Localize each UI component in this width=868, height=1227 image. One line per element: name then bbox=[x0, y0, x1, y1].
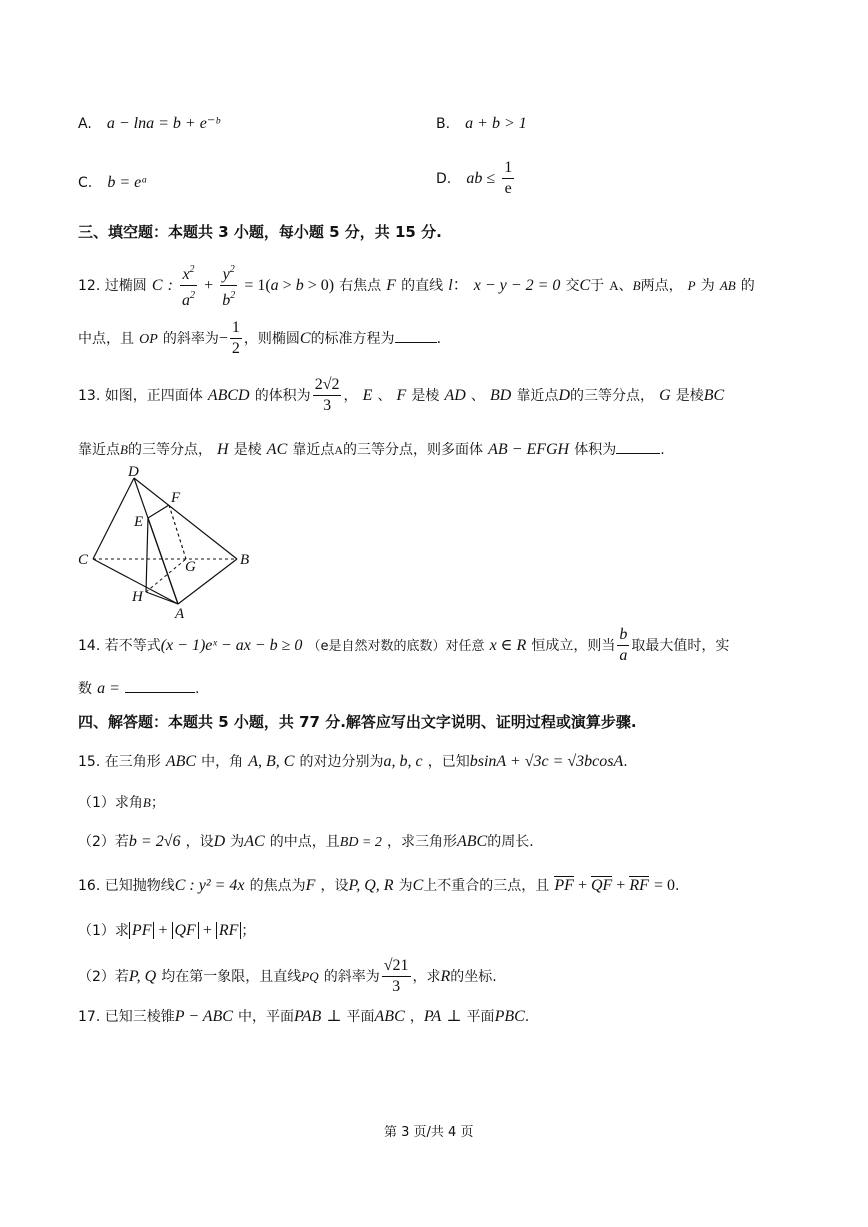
q12-l2a: 中点，且 bbox=[78, 331, 134, 347]
question-12-line2 bbox=[78, 318, 441, 359]
option-d-den: e bbox=[504, 180, 512, 197]
label-a: A bbox=[175, 606, 185, 622]
q14-t2: 取最大值时，实 bbox=[631, 638, 730, 654]
option-c bbox=[78, 172, 148, 192]
q14-num: 14. 若不等式 bbox=[78, 638, 161, 654]
option-d-num: 1 bbox=[502, 158, 514, 179]
question-16-part1: （1）求 PF + QF + RF ； bbox=[78, 922, 256, 939]
q13-BD: BD bbox=[490, 387, 512, 404]
q15-p2: （2）若 bbox=[78, 834, 129, 850]
q15-p2-BD: BD = 2 bbox=[339, 835, 382, 850]
q13-t2: ， bbox=[343, 388, 358, 404]
q17-t4: 平面 bbox=[466, 1009, 495, 1025]
q17-t1: 中，平面 bbox=[238, 1009, 295, 1025]
q12-P: P bbox=[687, 278, 696, 293]
q15-p2-ABC: ABC bbox=[457, 833, 488, 850]
question-13-line2 bbox=[78, 439, 665, 459]
edge-fe bbox=[148, 505, 169, 518]
q13-sep: 、 bbox=[377, 388, 392, 404]
q12-t5: 两点， bbox=[640, 278, 683, 294]
q17-num: 17. 已知三棱锥 bbox=[78, 1009, 175, 1025]
q12-c2: C bbox=[579, 277, 591, 294]
q16-vec-QF: QF bbox=[590, 877, 613, 894]
question-12-line1: 12. 过椭圆 C : $\frac{x^2}{a^2}$ + $\frac{y^2}{b^2}$ = 1(a > b > 0) 右焦点 F 的直线 l： x − y − 2 = 0 交C于 A、B两点， P 为 AB 的 bbox=[78, 260, 755, 311]
q12-t2: 的直线 bbox=[401, 278, 444, 294]
question-14-line1 bbox=[78, 625, 729, 666]
option-a bbox=[78, 113, 220, 133]
q17-t2: 平面 bbox=[346, 1009, 375, 1025]
q15-eq: bsinA + √3c = √3bcosA bbox=[469, 753, 624, 770]
q16-vec-RF: RF bbox=[629, 877, 649, 894]
q16-abs-QF: QF bbox=[172, 922, 199, 939]
option-b-label: B. bbox=[436, 116, 451, 132]
q12-c3: C bbox=[299, 330, 311, 347]
q12-line-eq: x − y − 2 = 0 bbox=[473, 277, 561, 294]
q15-t1: 中，角 bbox=[201, 754, 244, 770]
q16-end: . bbox=[675, 878, 680, 894]
q13-end: . bbox=[660, 442, 665, 458]
q17-PA: PA bbox=[423, 1008, 442, 1025]
q16-C: C bbox=[412, 877, 424, 894]
q13-l2d: 靠近点 bbox=[292, 442, 335, 458]
q15-p2-t1: ，设 bbox=[185, 834, 214, 850]
q12-num: 12. 过椭圆 bbox=[78, 278, 147, 294]
q12-l2c: ，则椭圆 bbox=[243, 331, 300, 347]
section-4-title: 四、解答题：本题共 5 小题，共 77 分.解答应写出文字说明、证明过程或演算步骤. bbox=[78, 713, 637, 731]
label-f: F bbox=[171, 490, 181, 506]
q15-p2-t4: ，求三角形 bbox=[387, 834, 457, 850]
q15-p2-t5: 的周长. bbox=[487, 834, 534, 850]
q13-AC: AC bbox=[266, 441, 288, 458]
question-13-line1 bbox=[78, 375, 724, 416]
label-c: C bbox=[78, 552, 89, 568]
q16-F: F bbox=[305, 877, 316, 894]
page-footer: 第 3 页/共 4 页 bbox=[384, 1125, 474, 1140]
label-b: B bbox=[240, 552, 250, 568]
q16-p1: （1）求 bbox=[78, 923, 129, 939]
q12-frac-y: $\frac{y^2}{b^2}$ bbox=[220, 260, 237, 311]
label-g: G bbox=[185, 559, 196, 575]
tetrahedron-figure bbox=[74, 464, 264, 624]
question-15-line1 bbox=[78, 751, 628, 771]
label-e: E bbox=[134, 514, 144, 530]
q13-t6: 是棱 bbox=[675, 388, 704, 404]
q13-vol-frac: $\frac{2√2}{3}$ bbox=[314, 376, 340, 414]
q12-t7: 的 bbox=[740, 278, 755, 294]
q15-p1-B: B bbox=[142, 795, 151, 810]
option-d-fraction bbox=[502, 158, 514, 199]
label-d: D bbox=[128, 464, 139, 480]
q17-PBC: PBC bbox=[494, 1008, 525, 1025]
q13-t3: 是棱 bbox=[411, 388, 440, 404]
q12-A: A bbox=[609, 278, 619, 293]
q13-t4: 靠近点 bbox=[516, 388, 559, 404]
q16-abs-PF: PF bbox=[129, 922, 155, 939]
q13-F: F bbox=[396, 387, 407, 404]
q16-abs-RF: RF bbox=[216, 922, 242, 939]
option-a-label: A. bbox=[78, 116, 92, 132]
q15-ABC: ABC bbox=[165, 753, 197, 770]
q15-p1-end: ； bbox=[150, 795, 165, 811]
q17-perp2: ⊥ bbox=[446, 1008, 462, 1025]
q13-sep2: 、 bbox=[470, 388, 485, 404]
q13-l2b: 的三等分点， bbox=[127, 442, 212, 458]
q14-l2a: 数 bbox=[78, 681, 92, 697]
q12-B: B bbox=[632, 278, 641, 293]
q13-answer-blank[interactable] bbox=[616, 453, 660, 454]
option-d bbox=[436, 158, 516, 199]
q12-l2d: 的标准方程为 bbox=[310, 331, 395, 347]
question-14-line2 bbox=[78, 678, 199, 698]
q17-ABC: ABC bbox=[374, 1008, 405, 1025]
q16-num: 16. 已知抛物线 bbox=[78, 878, 175, 894]
q16-t3: 为 bbox=[398, 878, 413, 894]
q12-AB: AB bbox=[719, 278, 736, 293]
q16-p2-PQ: P, Q bbox=[128, 968, 157, 985]
q15-end: . bbox=[623, 754, 628, 770]
q15-p2-t3: 的中点，且 bbox=[269, 834, 340, 850]
q15-p2-b: b = 2√6 bbox=[128, 833, 181, 850]
q15-angles: A, B, C bbox=[248, 753, 295, 770]
q13-B: B bbox=[120, 442, 128, 457]
q16-PQR: P, Q, R bbox=[348, 877, 394, 894]
q15-p1: （1）求角 bbox=[78, 795, 143, 811]
q12-OP: OP bbox=[139, 332, 158, 347]
option-c-label: C. bbox=[78, 175, 93, 191]
q12-sep: 、 bbox=[618, 278, 633, 294]
q15-t2: 的对边分别为 bbox=[299, 754, 384, 770]
q12-end: . bbox=[436, 331, 442, 347]
q12-l: l bbox=[448, 277, 453, 294]
option-c-expr: b = eᵃ bbox=[107, 174, 148, 191]
q15-p2-t2: 为 bbox=[230, 834, 245, 850]
edge-eh bbox=[146, 518, 148, 592]
q16-p2-PQ2: PQ bbox=[301, 969, 319, 984]
q16-p2: （2）若 bbox=[78, 969, 129, 985]
q13-ABCD: ABCD bbox=[207, 387, 250, 404]
q16-p1-end: ； bbox=[241, 923, 256, 939]
q13-num: 13. 如图，正四面体 bbox=[78, 388, 203, 404]
q16-t1: 的焦点为 bbox=[249, 878, 306, 894]
q14-end: . bbox=[194, 681, 200, 697]
q16-slope-frac: $\frac{√21}{3}$ bbox=[383, 957, 409, 995]
q14-xinR: x ∈ R bbox=[489, 637, 527, 654]
q13-t5: 的三等分点， bbox=[570, 388, 654, 404]
q13-l2f: 体积为 bbox=[574, 442, 617, 458]
q12-answer-blank[interactable] bbox=[395, 342, 437, 343]
q14-answer-blank[interactable] bbox=[125, 692, 195, 693]
q17-end: . bbox=[524, 1009, 530, 1025]
q13-poly: AB − EFGH bbox=[488, 441, 570, 458]
q16-p2-t3: ，求 bbox=[412, 969, 441, 985]
q17-PAB: PAB bbox=[294, 1008, 322, 1025]
q17-t3: ， bbox=[409, 1009, 424, 1025]
q13-l2c: 是棱 bbox=[233, 442, 262, 458]
question-15-part2 bbox=[78, 831, 534, 851]
edge-db bbox=[134, 478, 237, 559]
option-d-label: D. bbox=[436, 171, 452, 187]
q16-t4: 上不重合的三点，且 bbox=[423, 878, 550, 894]
q12-frac-x: $\frac{x^2}{a^2}$ bbox=[180, 260, 197, 311]
q16-p2-R: R bbox=[440, 968, 451, 985]
q12-F: F bbox=[386, 277, 397, 294]
q13-l2a: 靠近点 bbox=[78, 442, 120, 458]
q15-sides: a, b, c bbox=[383, 753, 423, 770]
q16-p2-t4: 的坐标. bbox=[450, 969, 497, 985]
q12-minus: − bbox=[218, 330, 228, 347]
edge-ha bbox=[146, 592, 178, 604]
question-17-line1 bbox=[78, 1006, 529, 1026]
edge-fb-hidden bbox=[169, 505, 186, 559]
q13-E: E bbox=[362, 387, 373, 404]
q13-A: A bbox=[334, 443, 344, 457]
q13-t1: 的体积为 bbox=[254, 388, 311, 404]
option-d-expr: ab ≤ bbox=[466, 170, 496, 187]
q15-p2-AC: AC bbox=[244, 833, 265, 850]
q12-t3: 交 bbox=[565, 278, 580, 294]
q16-p2-t2: 的斜率为 bbox=[323, 969, 380, 985]
q12-l2b: 的斜率为 bbox=[162, 331, 219, 347]
q16-vec-PF: PF bbox=[554, 877, 574, 894]
q12-c: C bbox=[151, 277, 163, 294]
q12-slope-frac: $\frac{1}{2}$ bbox=[231, 319, 240, 357]
q16-t2: ，设 bbox=[320, 878, 349, 894]
question-15-part1 bbox=[78, 792, 165, 812]
q15-p2-D: D bbox=[213, 833, 226, 850]
q13-BC: BC bbox=[703, 387, 725, 404]
label-h: H bbox=[132, 589, 143, 605]
question-16-line1: 16. 已知抛物线C : y² = 4x 的焦点为F ，设P, Q, R 为C上不重合的三点，且 PF + QF + RF = 0. bbox=[78, 877, 680, 894]
q16-parab: C : y² = 4x bbox=[174, 877, 245, 894]
edge-hg-hidden bbox=[146, 559, 186, 592]
section-3-title: 三、填空题：本题共 3 小题，每小题 5 分，共 15 分. bbox=[78, 223, 442, 241]
q14-paren: （e是自然对数的底数）对任意 bbox=[307, 639, 485, 654]
q15-num: 15. 在三角形 bbox=[78, 754, 161, 770]
option-b-expr: a + b > 1 bbox=[465, 115, 527, 132]
q13-AD: AD bbox=[444, 387, 466, 404]
edge-dc bbox=[93, 478, 134, 559]
q14-a-eq: a = bbox=[97, 680, 120, 697]
q13-G: G bbox=[659, 387, 671, 404]
q14-t1: 恒成立，则当 bbox=[531, 638, 616, 654]
question-16-part2 bbox=[78, 956, 497, 997]
q16-p2-t1: 均在第一象限，且直线 bbox=[161, 969, 302, 985]
q12-t1: 右焦点 bbox=[339, 278, 382, 294]
option-a-expr: a − lna = b + e⁻ᵇ bbox=[106, 115, 220, 132]
q13-D: D bbox=[558, 387, 570, 404]
q17-pyr: P − ABC bbox=[174, 1008, 233, 1025]
q15-t3: ，已知 bbox=[427, 754, 470, 770]
q12-t4: 于 bbox=[590, 278, 605, 294]
q14-frac: $\frac{b}{a}$ bbox=[619, 626, 628, 664]
q13-H: H bbox=[217, 441, 229, 458]
q13-l2e: 的三等分点，则多面体 bbox=[343, 442, 484, 458]
q17-perp1: ⊥ bbox=[326, 1008, 342, 1025]
option-b bbox=[436, 113, 527, 133]
q12-t6: 为 bbox=[700, 278, 715, 294]
q14-ineq: (x − 1)eˣ − ax − b ≥ 0 bbox=[160, 637, 303, 654]
q16-zero: = 0 bbox=[653, 877, 675, 894]
